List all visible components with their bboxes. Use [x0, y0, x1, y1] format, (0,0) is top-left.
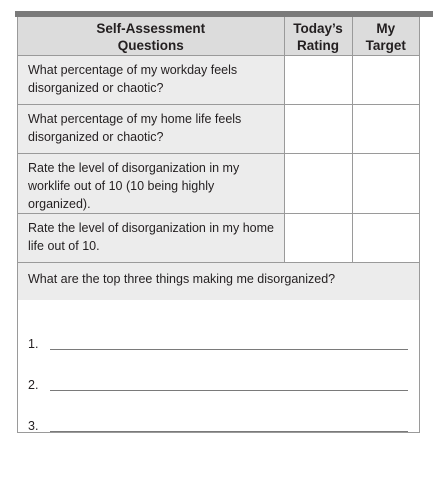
- my-target-cell[interactable]: [352, 55, 419, 104]
- header-target-line-1: My: [376, 21, 396, 36]
- header-questions: [18, 17, 284, 55]
- write-in-line[interactable]: [50, 349, 408, 350]
- todays-rating-cell[interactable]: [284, 55, 352, 104]
- table-row: [18, 104, 419, 153]
- header-target-line-2: Target: [365, 38, 406, 53]
- table-row: [18, 55, 419, 104]
- question-line: worklife out of 10 (10 being highly organized).: [28, 178, 215, 211]
- header-rating-line-1: Today’s: [293, 21, 343, 36]
- answer-number: 1.: [28, 336, 39, 351]
- table-row: [18, 213, 419, 262]
- header-my-target: [352, 17, 419, 55]
- answer-number: 2.: [28, 377, 39, 392]
- my-target-cell[interactable]: [352, 213, 419, 262]
- question-cell: [18, 153, 284, 213]
- question-line: Rate the level of disorganization in my: [28, 160, 240, 175]
- question-line: What percentage of my workday feels: [28, 62, 238, 77]
- top-three-prompt: What are the top three things making me disorganized?: [18, 263, 419, 300]
- answer-line-1[interactable]: [28, 335, 408, 353]
- header-todays-rating: [284, 17, 352, 55]
- header-questions-line-2: Questions: [117, 38, 184, 53]
- my-target-cell[interactable]: [352, 153, 419, 213]
- question-cell: [18, 104, 284, 153]
- question-line: disorganized or chaotic?: [28, 80, 164, 95]
- question-line: What percentage of my home life feels: [28, 111, 242, 126]
- answer-line-2[interactable]: [28, 376, 408, 394]
- answer-number: 3.: [28, 418, 39, 433]
- table-header-row: [18, 17, 419, 55]
- top-three-answers: [18, 300, 419, 481]
- self-assessment-table: [18, 17, 419, 263]
- question-line: Rate the level of disorganization in my home: [28, 220, 274, 235]
- question-cell: [18, 213, 284, 262]
- answer-line-3[interactable]: [28, 417, 408, 435]
- todays-rating-cell[interactable]: [284, 213, 352, 262]
- todays-rating-cell[interactable]: [284, 104, 352, 153]
- question-line: life out of 10.: [28, 238, 100, 253]
- header-questions-line-1: Self-Assessment: [96, 21, 206, 36]
- my-target-cell[interactable]: [352, 104, 419, 153]
- write-in-line[interactable]: [50, 431, 408, 432]
- write-in-line[interactable]: [50, 390, 408, 391]
- todays-rating-cell[interactable]: [284, 153, 352, 213]
- self-assessment-worksheet: [17, 17, 420, 433]
- question-cell: [18, 55, 284, 104]
- question-line: disorganized or chaotic?: [28, 129, 164, 144]
- header-rating-line-2: Rating: [297, 38, 339, 53]
- table-row: [18, 153, 419, 213]
